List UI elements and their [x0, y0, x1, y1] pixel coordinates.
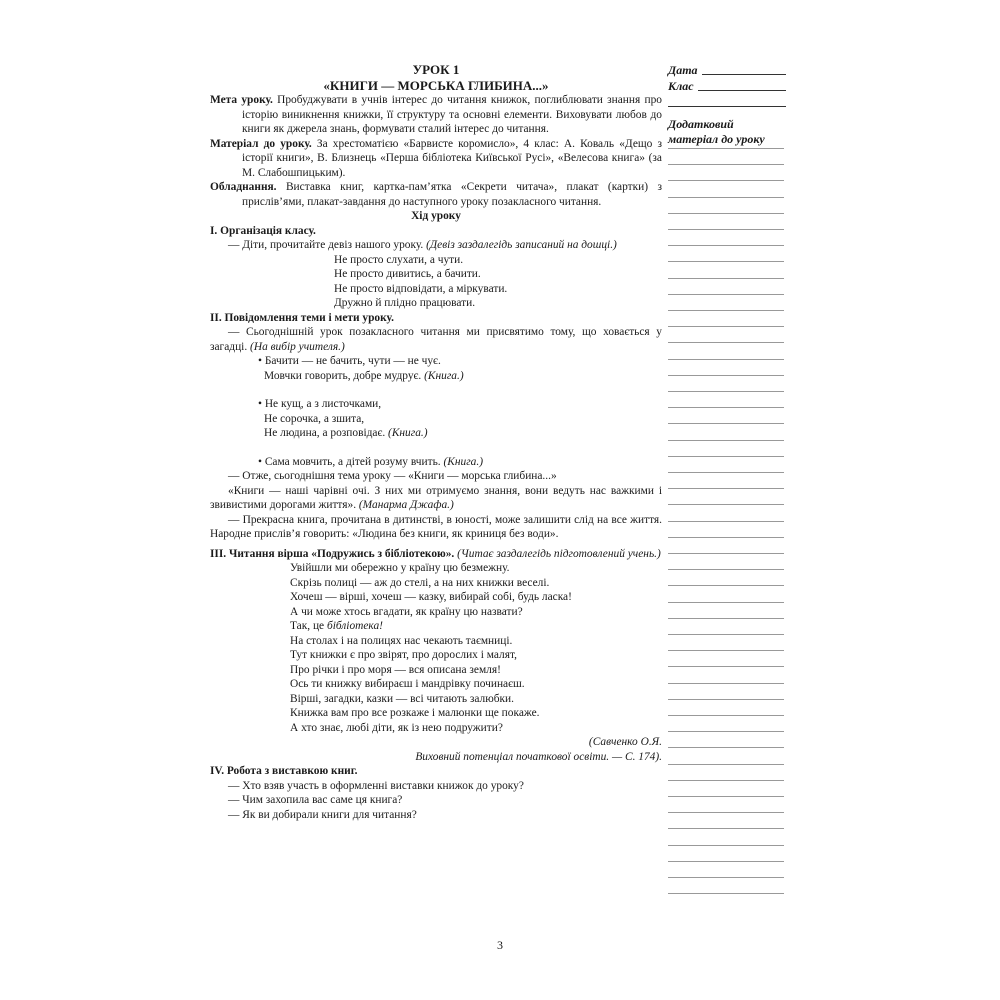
quote-text: «Книги — наші чарівні очі. З них ми отримуємо знання, вони ведуть нас важкими і звивистими дорогами життя».: [210, 484, 662, 511]
material-text: За хрестоматією «Барвисте коромисло», 4 клас: А. Коваль «Дещо з історії книги», В. Близнець «Перша бібліотека Київської Русі», «Велесова книга» (за М. Слабошпицьким).: [242, 137, 663, 179]
lesson-document: [210, 62, 662, 822]
poem-line: Вірші, загадки, казки — всі читають залюбки.: [290, 692, 515, 705]
riddle-text: Не людина, а розповідає.: [264, 427, 389, 439]
lesson-theme: — Отже, сьогоднішня тема уроку — «Книги — морська глибина...»: [228, 470, 557, 482]
writing-line[interactable]: [668, 213, 784, 214]
riddle-1: [210, 354, 662, 383]
writing-line[interactable]: [668, 666, 784, 667]
writing-line[interactable]: [668, 602, 784, 603]
equipment-label: Обладнання.: [210, 181, 277, 193]
motto-line: Не просто слухати, а чути.: [334, 253, 464, 266]
section-4-heading: IV. Робота з виставкою книг.: [210, 765, 358, 777]
writing-line[interactable]: [668, 537, 784, 538]
writing-line[interactable]: [668, 472, 784, 473]
poem-line: Про річки і про моря — вся описана земля!: [290, 663, 501, 676]
margin-notes: [668, 62, 786, 147]
writing-line[interactable]: [668, 391, 784, 392]
goal-paragraph: [210, 93, 662, 137]
writing-line[interactable]: [668, 812, 784, 813]
class-row: [668, 78, 786, 94]
goal-text: Пробуджувати в учнів інтерес до читання книжок, поглиблювати знання про історію виникнення книжки, її структуру та основні елементи. Виховувати любов до книги як джерела знань, формувати сталий інтерес до читання.: [242, 94, 662, 135]
writing-line[interactable]: [668, 650, 784, 651]
poem-line: [290, 619, 662, 634]
margin-divider: [668, 106, 786, 107]
poem-line: Хочеш — вірші, хочеш — казку, вибирай собі, будь ласка!: [290, 591, 572, 603]
question: — Чим захопила вас саме ця книга?: [228, 794, 403, 806]
writing-line[interactable]: [668, 261, 784, 262]
lesson-number: УРОК 1: [412, 62, 460, 77]
question: — Як ви добирали книги для читання?: [228, 808, 417, 821]
riddle-line: • Бачити — не бачить, чути — не чує.: [258, 355, 441, 367]
writing-line[interactable]: [668, 423, 784, 424]
equipment-text: Виставка книг, картка-пам’ятка «Секрети читача», плакат (картки) з прислів’ями, плакат-завдання до наступного уроку позакласного читання.: [242, 181, 662, 208]
material-paragraph: [210, 137, 662, 181]
section-1-note: (Девіз заздалегідь записаний на дошці.): [426, 239, 617, 251]
poem-line: Увійшли ми обережно у країну цю безмежну.: [290, 562, 510, 574]
proverb: — Прекрасна книга, прочитана в дитинстві, в юності, може залишити слід на все життя. Народне прислів’я говорить: «Людина без книги, як криниця без води».: [210, 513, 662, 540]
writing-line[interactable]: [668, 796, 784, 797]
riddle-answer: (Книга.): [424, 369, 464, 382]
motto-line: Не просто дивитись, а бачити.: [334, 268, 481, 280]
equipment-paragraph: [210, 180, 662, 209]
writing-line[interactable]: [668, 731, 784, 732]
section-1-text: — Діти, прочитайте девіз нашого уроку.: [228, 239, 427, 251]
writing-line[interactable]: [668, 861, 784, 862]
writing-line[interactable]: [668, 845, 784, 846]
riddle-answer: (Книга.): [443, 455, 483, 468]
riddle-2: [210, 397, 662, 441]
riddle-line: [258, 369, 662, 384]
date-row: [668, 62, 786, 78]
section-3-note: (Читає заздалегідь підготовлений учень.): [454, 547, 661, 560]
writing-line[interactable]: [668, 569, 784, 570]
poem-line: Скрізь полиці — аж до стелі, а на них книжки веселі.: [290, 576, 550, 589]
writing-line[interactable]: [668, 359, 784, 360]
writing-line[interactable]: [668, 440, 784, 441]
writing-line[interactable]: [668, 683, 784, 684]
riddle-text: • Сама мовчить, а дітей розуму вчить.: [258, 455, 444, 468]
class-line[interactable]: [698, 90, 786, 91]
riddle-3: [210, 455, 662, 470]
riddle-answer: (Книга.): [388, 427, 428, 439]
lesson-title: «КНИГИ — МОРСЬКА ГЛИБИНА...»: [323, 77, 549, 93]
writing-line[interactable]: [668, 893, 784, 894]
poem-line: На столах і на полицях нас чекають таємниці.: [290, 634, 513, 647]
writing-line[interactable]: [668, 828, 784, 829]
question: — Хто взяв участь в оформленні виставки книжок до уроку?: [228, 779, 524, 792]
riddle-line: [258, 426, 662, 441]
additional-material-label: Додатковий матеріал до уроку: [668, 117, 765, 146]
poem-text: Так, це: [290, 620, 327, 632]
writing-line[interactable]: [668, 877, 784, 878]
writing-line[interactable]: [668, 245, 784, 246]
motto: [210, 253, 662, 311]
poem-line: А хто знає, любі діти, як із нею подружити?: [290, 721, 503, 734]
section-1-line: [210, 238, 662, 253]
writing-line[interactable]: [668, 715, 784, 716]
motto-line: Не просто відповідати, а міркувати.: [334, 282, 508, 295]
poem: [210, 561, 662, 735]
writing-line[interactable]: [668, 488, 784, 489]
writing-line[interactable]: [668, 278, 784, 279]
writing-line[interactable]: [668, 764, 784, 765]
writing-line[interactable]: [668, 504, 784, 505]
poem-source-1: (Савченко О.Я.: [588, 736, 662, 748]
class-label: Клас: [668, 79, 694, 93]
writing-line[interactable]: [668, 294, 784, 295]
writing-line[interactable]: [668, 342, 784, 343]
writing-line[interactable]: [668, 375, 784, 376]
section-1-heading: І. Організація класу.: [210, 224, 316, 237]
poem-emphasis: бібліотека!: [326, 620, 383, 632]
poem-source-2: Виховний потенціал початкової освіти. — С. 174).: [415, 750, 662, 763]
motto-line: Дружно й плідно працювати.: [334, 297, 476, 309]
writing-line[interactable]: [668, 585, 784, 586]
section-3-heading: ІІІ. Читання вірша «Подружись з бібліотекою».: [210, 547, 455, 560]
writing-line[interactable]: [668, 407, 784, 408]
writing-line[interactable]: [668, 180, 784, 181]
poem-line: Тут книжки є про звірят, про дорослих і малят,: [290, 649, 517, 661]
quote: [210, 484, 662, 513]
goal-label: Мета уроку.: [210, 94, 273, 106]
riddle-line: • Не кущ, а з листочками,: [258, 398, 382, 410]
riddle-line: Не сорочка, а зшита,: [264, 412, 365, 425]
date-label: Дата: [668, 63, 698, 77]
material-label: Матеріал до уроку.: [210, 137, 312, 150]
section-2-heading: ІІ. Повідомлення теми і мети уроку.: [210, 311, 394, 324]
page-number: 3: [497, 938, 503, 952]
riddle-text: Мовчки говорить, добре мудрує.: [264, 369, 425, 382]
writing-line[interactable]: [668, 164, 784, 165]
writing-line[interactable]: [668, 521, 784, 522]
writing-line[interactable]: [668, 747, 784, 748]
section-2-intro: [210, 325, 662, 354]
writing-line[interactable]: [668, 456, 784, 457]
poem-line: Книжка вам про все розкаже і малюнки ще покаже.: [290, 707, 540, 719]
section-3-heading-line: [210, 547, 662, 562]
writing-line[interactable]: [668, 699, 784, 700]
writing-line[interactable]: [668, 618, 784, 619]
quote-source: (Манарма Джафа.): [358, 499, 454, 511]
writing-line[interactable]: [668, 148, 784, 149]
poem-line: А чи може хтось вгадати, як країну цю назвати?: [290, 605, 523, 618]
writing-line[interactable]: [668, 553, 784, 554]
writing-line[interactable]: [668, 197, 784, 198]
writing-line[interactable]: [668, 780, 784, 781]
section-2-intro-note: (На вибір учителя.): [250, 340, 345, 353]
poem-line: Ось ти книжку вибираєш і мандрівку починаєш.: [290, 678, 525, 690]
writing-line[interactable]: [668, 229, 784, 230]
writing-line[interactable]: [668, 634, 784, 635]
course-heading: Хід уроку: [411, 210, 461, 222]
date-line[interactable]: [702, 74, 786, 75]
writing-line[interactable]: [668, 326, 784, 327]
writing-line[interactable]: [668, 310, 784, 311]
section-2-intro-text: — Сьогоднішній урок позакласного читання ми присвятимо тому, що ховається у загадці.: [210, 326, 662, 353]
